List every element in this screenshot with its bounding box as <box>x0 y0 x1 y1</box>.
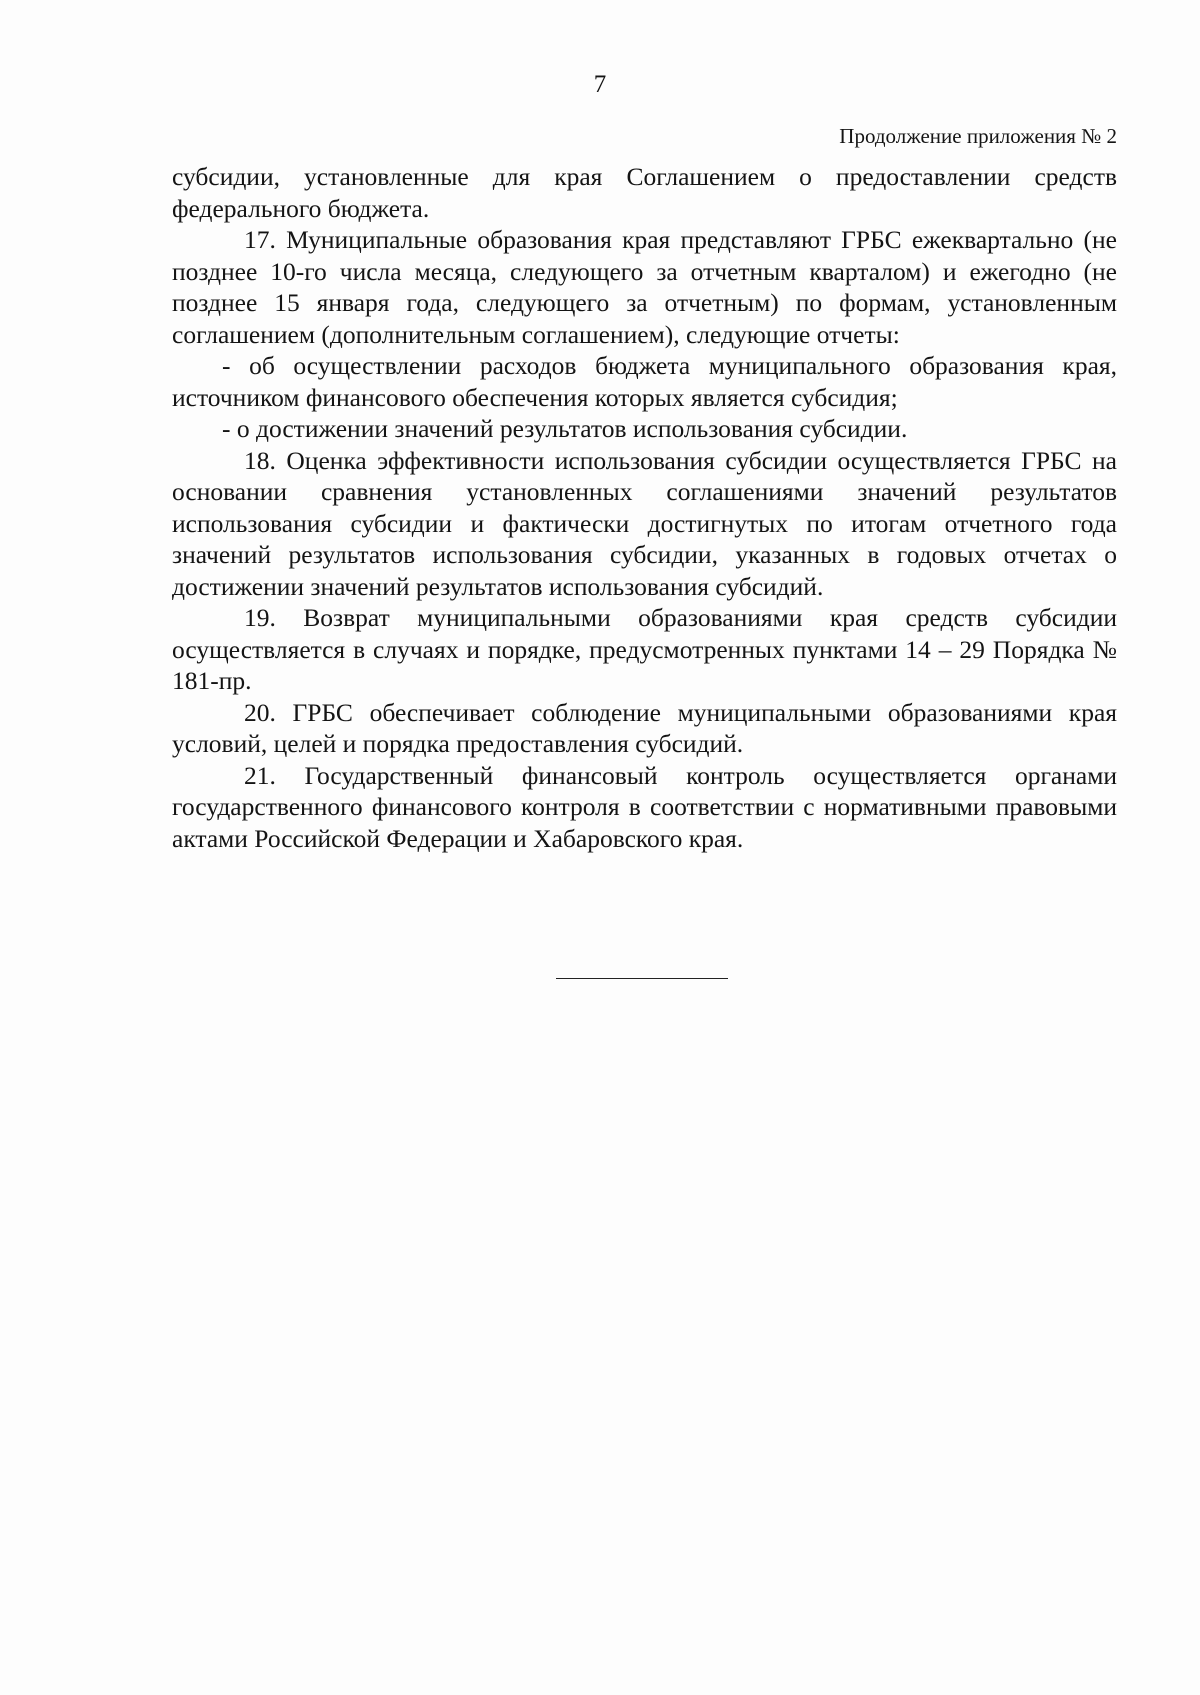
paragraph-item-19: 19. Возврат муниципальными образованиями края средств субсидии осуществляется в случаях и порядке, предусмотренных пунктами 14 – 29 Порядка № 181-пр. <box>172 603 1117 695</box>
paragraph-item-20: 20. ГРБС обеспечивает соблюдение муниципальными образованиями края условий, целей и порядка предоставления субсидий. <box>172 697 1117 758</box>
paragraph-bullet-expenses-report: - об осуществлении расходов бюджета муниципального образования края, источником финансового обеспечения которых является субсидия; <box>172 351 1117 412</box>
appendix-continuation-note: Продолжение приложения № 2 <box>839 124 1117 148</box>
paragraph-bullet-results-report: - о достижении значений результатов использования субсидии. <box>222 414 908 443</box>
end-divider-line <box>556 978 728 979</box>
paragraph-item-21: 21. Государственный финансовый контроль осуществляется органами государственного финансового контроля в соответствии с нормативными правовыми актами Российской Федерации и Хабаровского края. <box>172 760 1117 853</box>
page-number: 7 <box>593 71 607 98</box>
paragraph-continuation: субсидии, установленные для края Соглашением о предоставлении средств федерального бюджета. <box>172 162 1117 223</box>
document-body <box>172 161 1117 854</box>
paragraph-item-18: 18. Оценка эффективности использования субсидии осуществляется ГРБС на основании сравнения установленных соглашениями значений результатов использования субсидии и фактически достигнутых по итогам отчетного года значений результатов использования субсидии, указанных в годовых отчетах о достижении значений результатов использования субсидий. <box>172 445 1117 601</box>
paragraph-item-17: 17. Муниципальные образования края представляют ГРБС ежеквартально (не позднее 10-го числа месяца, следующего за отчетным кварталом) и ежегодно (не позднее 15 января года, следующего за отчетным) по формам, установленным соглашением (дополнительным соглашением), следующие отчеты: <box>172 225 1117 349</box>
